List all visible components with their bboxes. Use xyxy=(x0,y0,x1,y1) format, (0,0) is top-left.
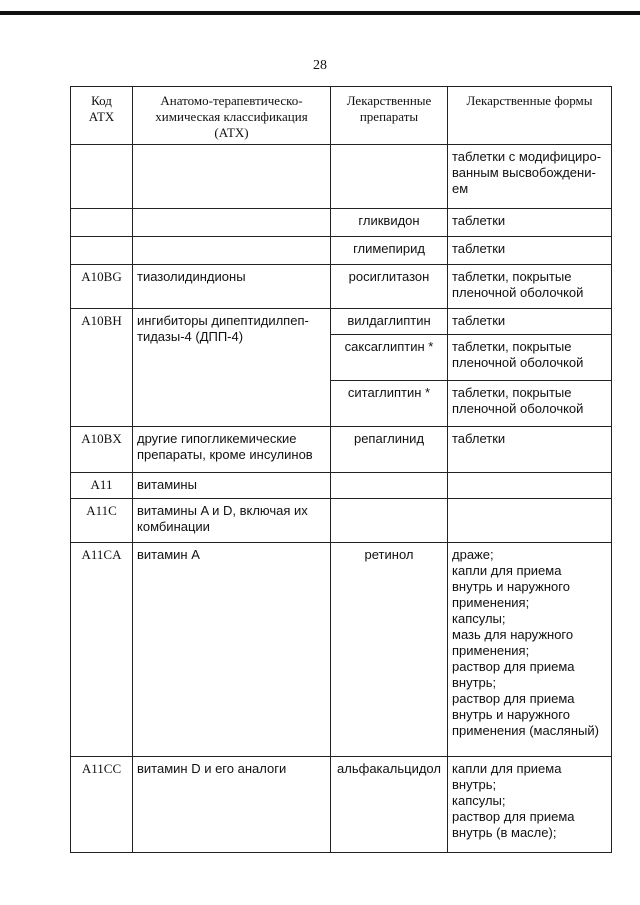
classification xyxy=(133,145,331,209)
classification: тиазолидиндионы xyxy=(133,265,331,309)
atc-code xyxy=(71,237,133,265)
atc-code xyxy=(71,209,133,237)
atc-code: A10BG xyxy=(71,265,133,309)
dosage-form: таблетки, покрытые пленочной оболочкой xyxy=(448,265,612,309)
dosage-form: таблетки с модифициро- ванным высвобождени- ем xyxy=(448,145,612,209)
atc-code: A10BH xyxy=(71,309,133,427)
header-code: Код АТХ xyxy=(71,87,133,145)
drug-name: вилдаглиптин xyxy=(331,309,448,335)
dosage-form: таблетки, покрытые пленочной оболочкой xyxy=(448,335,612,381)
atc-code: A11CA xyxy=(71,543,133,757)
drug-name: репаглинид xyxy=(331,427,448,473)
classification: витамин D и его аналоги xyxy=(133,757,331,853)
dosage-form: капли для приема внутрь; капсулы; раствор для приема внутрь (в масле); xyxy=(448,757,612,853)
page-number: 28 xyxy=(313,58,327,73)
drug-name xyxy=(331,473,448,499)
header-drugs: Лекарственные препараты xyxy=(331,87,448,145)
header-forms: Лекарственные формы xyxy=(448,87,612,145)
drug-name xyxy=(331,499,448,543)
header-classification: Анатомо-терапевтическо- химическая классификация (АТХ) xyxy=(133,87,331,145)
dosage-form xyxy=(448,499,612,543)
dosage-form: таблетки xyxy=(448,209,612,237)
table-row xyxy=(71,237,612,265)
table-header-row xyxy=(71,87,612,145)
dosage-form: таблетки xyxy=(448,237,612,265)
dosage-form xyxy=(448,473,612,499)
classification: другие гипогликемические препараты, кроме инсулинов xyxy=(133,427,331,473)
table-row xyxy=(71,427,612,473)
atc-code: A11 xyxy=(71,473,133,499)
atc-code: A10BX xyxy=(71,427,133,473)
table-row xyxy=(71,265,612,309)
dosage-form: драже; капли для приема внутрь и наружного применения; капсулы; мазь для наружного применения; раствор для приема внутрь; раствор для приема внутрь и наружного применения (масляный) xyxy=(448,543,612,757)
table-row xyxy=(71,499,612,543)
drug-name: гликвидон xyxy=(331,209,448,237)
dosage-form: таблетки xyxy=(448,427,612,473)
drug-name: саксаглиптин * xyxy=(331,335,448,381)
drug-name: ретинол xyxy=(331,543,448,757)
table-row xyxy=(71,757,612,853)
atc-code: A11C xyxy=(71,499,133,543)
table-row xyxy=(71,473,612,499)
atc-code xyxy=(71,145,133,209)
atc-table xyxy=(70,86,612,853)
classification: витамин A xyxy=(133,543,331,757)
classification xyxy=(133,237,331,265)
drug-name: альфакальцидол xyxy=(331,757,448,853)
classification: витамины xyxy=(133,473,331,499)
drug-name: глимепирид xyxy=(331,237,448,265)
classification: ингибиторы дипептидилпеп- тидазы-4 (ДПП-4) xyxy=(133,309,331,427)
table-row xyxy=(71,145,612,209)
classification: витамины A и D, включая их комбинации xyxy=(133,499,331,543)
drug-name: росиглитазон xyxy=(331,265,448,309)
drug-name xyxy=(331,145,448,209)
table-row xyxy=(71,309,612,335)
atc-code: A11CC xyxy=(71,757,133,853)
classification xyxy=(133,209,331,237)
dosage-form: таблетки, покрытые пленочной оболочкой xyxy=(448,381,612,427)
dosage-form: таблетки xyxy=(448,309,612,335)
table-row xyxy=(71,543,612,757)
top-rule xyxy=(0,11,640,15)
table-row xyxy=(71,209,612,237)
drug-name: ситаглиптин * xyxy=(331,381,448,427)
